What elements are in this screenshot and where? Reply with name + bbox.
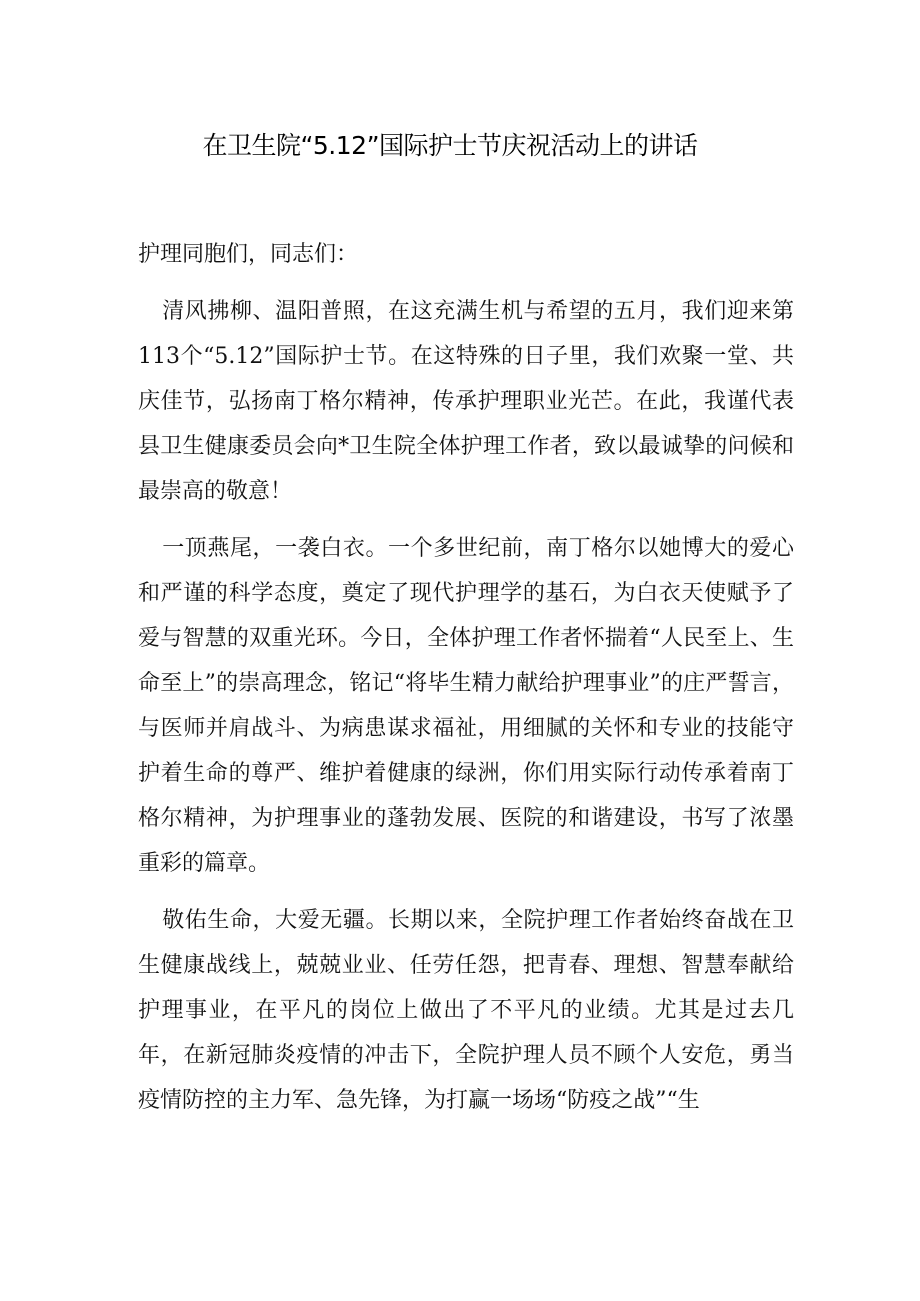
paragraph-1: 清风拂柳、温阳普照，在这充满生机与希望的五月，我们迎来第113个“5.12”国际护士节。在这特殊的日子里，我们欢聚一堂、共庆佳节，弘扬南丁格尔精神，传承护理职业光芒。在此，我谨代表县卫生健康委员会向*卫生院全体护理工作者，致以最诚挚的问候和最崇高的敬意！ <box>138 299 794 504</box>
document-title: 在卫生院“5.12”国际护士节庆祝活动上的讲话 <box>202 131 698 160</box>
paragraph-2: 一顶燕尾，一袭白衣。一个多世纪前，南丁格尔以她博大的爱心和严谨的科学态度，奠定了现代护理学的基石，为白衣天使赋予了爱与智慧的双重光环。今日，全体护理工作者怀揣着“人民至上、生命至上”的崇高理念，铭记“将毕生精力献给护理事业”的庄严誓言，与医师并肩战斗、为病患谋求福祉，用细腻的关怀和专业的技能守护着生命的尊严、维护着健康的绿洲，你们用实际行动传承着南丁格尔精神，为护理事业的蓬勃发展、医院的和谐建设，书写了浓墨重彩的篇章。 <box>138 536 794 876</box>
paragraph-3: 敬佑生命，大爱无疆。长期以来，全院护理工作者始终奋战在卫生健康战线上，兢兢业业、任劳任怨，把青春、理想、智慧奉献给护理事业，在平凡的岗位上做出了不平凡的业绩。尤其是过去几年，在新冠肺炎疫情的冲击下，全院护理人员不顾个人安危，勇当疫情防控的主力军、急先锋，为打赢一场场“防疫之战”“生 <box>138 908 794 1113</box>
document-body <box>138 232 794 1135</box>
salutation: 护理同胞们，同志们： <box>138 242 359 267</box>
